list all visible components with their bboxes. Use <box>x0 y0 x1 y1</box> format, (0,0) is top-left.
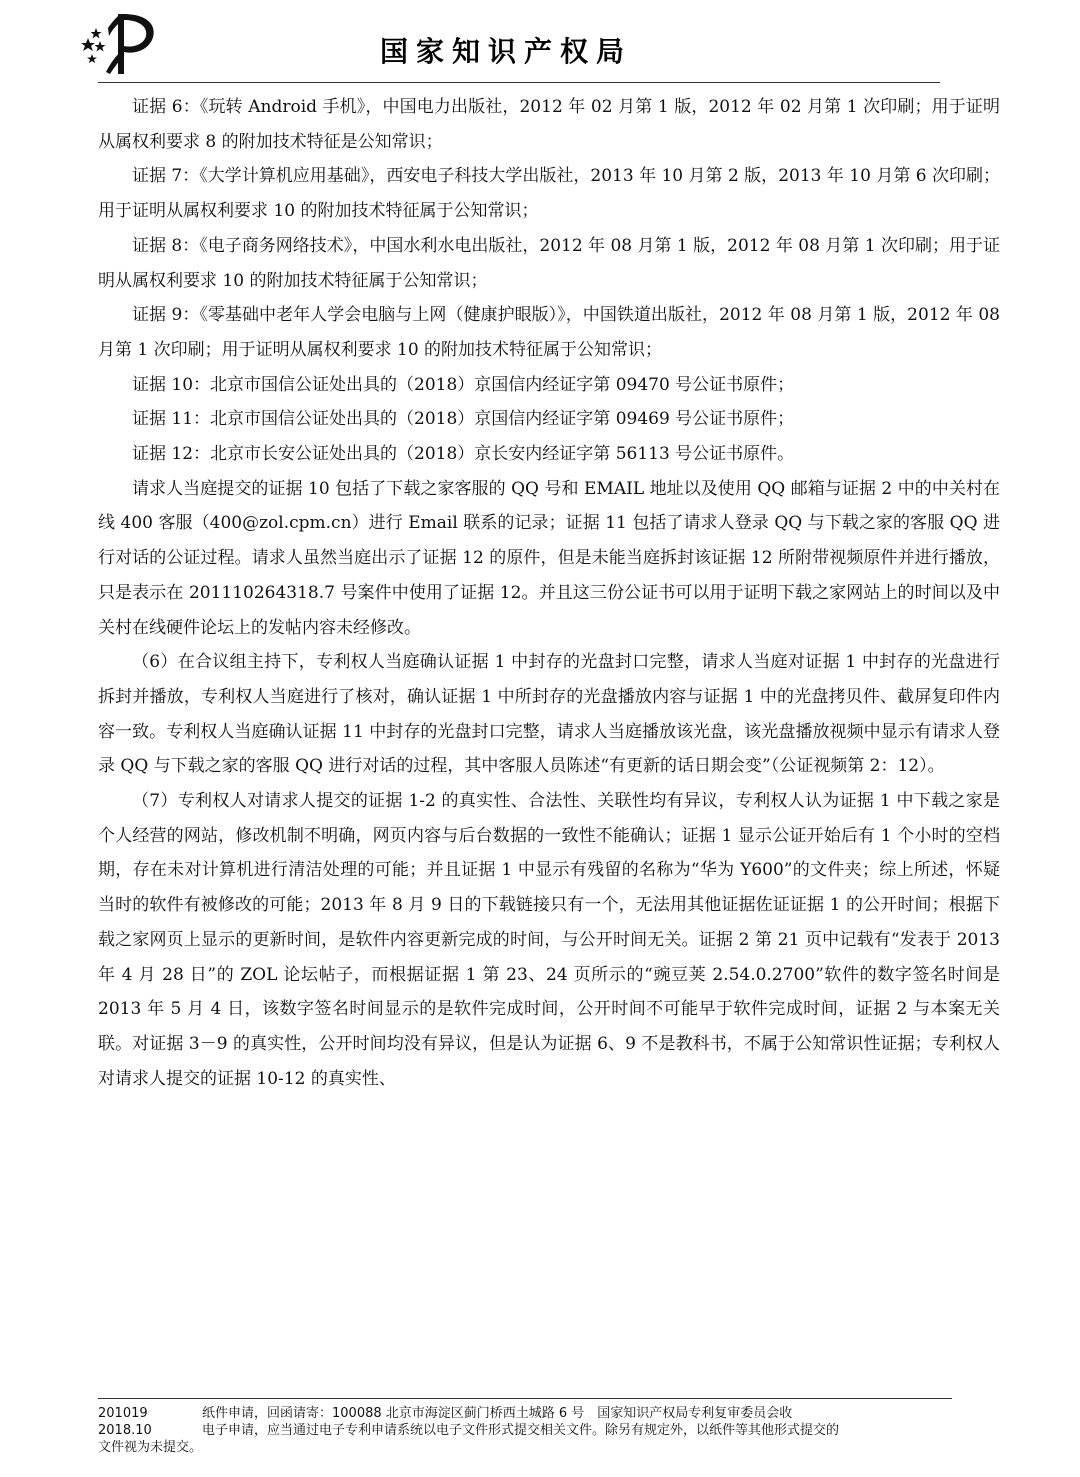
footer-paper-address: 纸件申请，回函请寄：100088 北京市海淀区蓟门桥西土城路 6 号 国家知识产权局专利复审委员会收 <box>202 1406 793 1421</box>
cnipa-emblem-icon <box>78 8 160 80</box>
footer-form-code: 201019 <box>98 1406 148 1421</box>
paragraph-evidence-10: 证据 10：北京市国信公证处出具的（2018）京国信内经证字第 09470 号公证书原件； <box>132 374 795 395</box>
paragraph-item-7: （7）专利权人对请求人提交的证据 1-2 的真实性、合法性、关联性均有异议，专利权人认为证据 1 中下载之家是个人经营的网站，修改机制不明确，网页内容与后台数据的一致性不能确认；证据 1 显示公证开始后有 1 个小时的空档期，存在未对计算机进行清洁处理的可能；并且证据 1 中显示有残留的名称为“华为 Y600”的文件夹；综上所述，怀疑当时的软件有被修改的可能；2013 年 8 月 9 日的下载链接只有一个，无法用其他证据佐证证据 1 的公开时间；根据下载之家网页上显示的更新时间，是软件内容更新完成的时间，与公开时间无关。证据 2 第 21 页中记载有“发表于 2013 年 4 月 28 日”的 ZOL 论坛帖子，而根据证据 1 第 23、24 页所示的“豌豆荚 2.54.0.2700”软件的数字签名时间是 2013 年 5 月 4 日，该数字签名时间显示的是软件完成时间，公开时间不可能早于软件完成时间，证据 2 与本案无关联。对证据 3－9 的真实性，公开时间均没有异议，但是认为证据 6、9 不是教科书，不属于公知常识性证据；专利权人对请求人提交的证据 10-12 的真实性、 <box>98 791 1000 1089</box>
page-title: 国家知识产权局 <box>380 35 633 68</box>
document-body <box>98 90 1000 1096</box>
footer-row-paper <box>98 1405 998 1422</box>
footer-electronic-note: 电子申请，应当通过电子专利申请系统以电子文件形式提交相关文件。除另有规定外，以纸件等其他形式提交的 <box>202 1423 840 1438</box>
paragraph-evidence-12: 证据 12：北京市长安公证处出具的（2018）京长安内经证字第 56113 号公证书原件。 <box>132 444 795 465</box>
footer-form-date: 2018.10 <box>98 1423 152 1438</box>
paragraph-evidence-summary: 请求人当庭提交的证据 10 包括了下载之家客服的 QQ 号和 EMAIL 地址以及使用 QQ 邮箱与证据 2 中的中关村在线 400 客服（400@zol.cpm.cn）进行 Email 联系的记录；证据 11 包括了请求人登录 QQ 与下载之家的客服 QQ 进行对话的公证过程。请求人虽然当庭出示了证据 12 的原件，但是未能当庭拆封该证据 12 所附带视频原件并进行播放，只是表示在 201110264318.7 号案件中使用了证据 12。并且这三份公证书可以用于证明下载之家网站上的时间以及中关村在线硬件论坛上的发帖内容未经修改。 <box>98 478 1000 638</box>
paragraph-evidence-11: 证据 11：北京市国信公证处出具的（2018）京国信内经证字第 09469 号公证书原件； <box>132 409 795 430</box>
footer-row-continuation <box>98 1439 998 1456</box>
footer-divider <box>98 1398 952 1399</box>
header-divider <box>98 82 940 83</box>
footer-row-electronic <box>98 1422 998 1439</box>
paragraph-evidence-6: 证据 6：《玩转 Android 手机》，中国电力出版社，2012 年 02 月第 1 版，2012 年 02 月第 1 次印刷；用于证明从属权利要求 8 的附加技术特征是公知常识； <box>98 97 1000 152</box>
footer-electronic-note-end: 文件视为未提交。 <box>98 1440 203 1455</box>
paragraph-evidence-7: 证据 7：《大学计算机应用基础》，西安电子科技大学出版社，2013 年 10 月第 2 版，2013 年 10 月第 6 次印刷；用于证明从属权利要求 10 的附加技术特征属于公知常识； <box>98 166 1000 222</box>
paragraph-item-6: （6）在合议组主持下，专利权人当庭确认证据 1 中封存的光盘封口完整，请求人当庭对证据 1 中封存的光盘进行拆封并播放，专利权人当庭进行了核对，确认证据 1 中所封存的光盘播放内容与证据 1 中的光盘拷贝件、截屏复印件内容一致。专利权人当庭确认证据 11 中封存的光盘封口完整，请求人当庭播放该光盘，该光盘播放视频中显示有请求人登录 QQ 与下载之家的客服 QQ 进行对话的过程，其中客服人员陈述“有更新的话日期会变”（公证视频第 2：12）。 <box>98 652 1000 777</box>
paragraph-evidence-8: 证据 8：《电子商务网络技术》，中国水利水电出版社，2012 年 08 月第 1 版，2012 年 08 月第 1 次印刷；用于证明从属权利要求 10 的附加技术特征属于公知常识； <box>98 235 1000 291</box>
paragraph-evidence-9: 证据 9：《零基础中老年人学会电脑与上网（健康护眼版）》，中国铁道出版社，2012 年 08 月第 1 版，2012 年 08 月第 1 次印刷；用于证明从属权利要求 10 的附加技术特征属于公知常识； <box>98 305 1000 360</box>
page-footer <box>98 1405 998 1456</box>
